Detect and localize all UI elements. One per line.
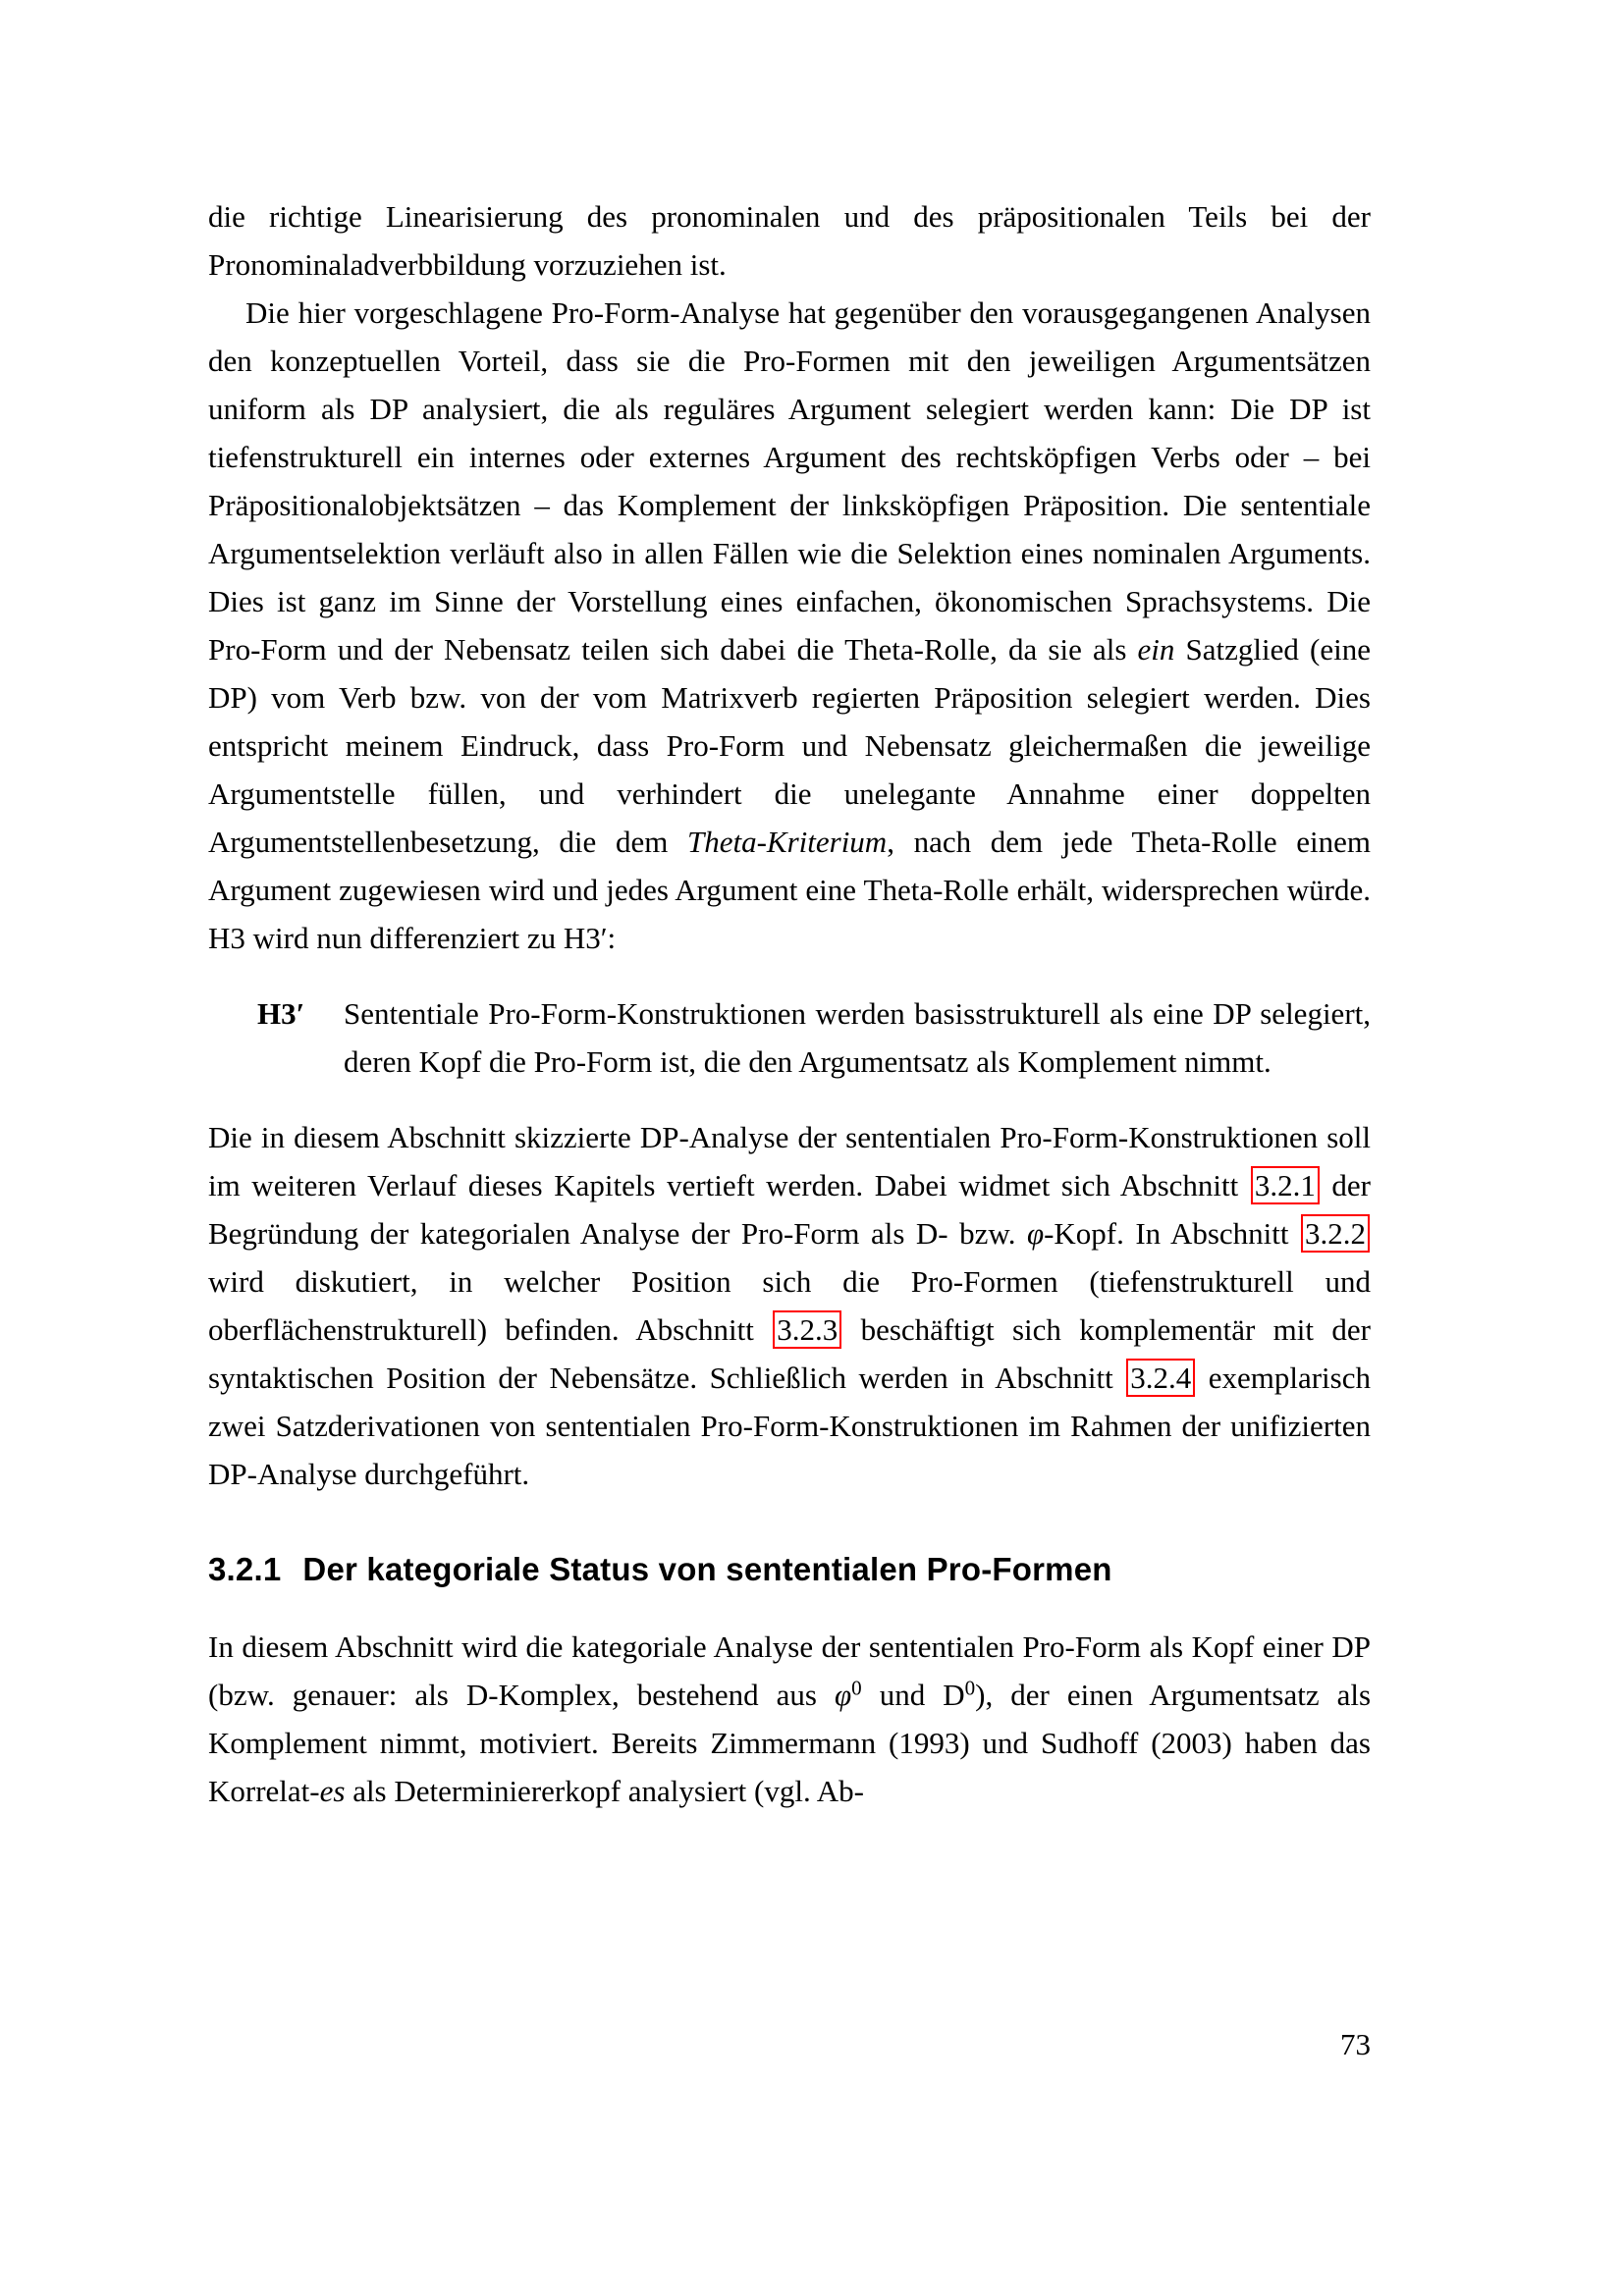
text-run: wird diskutiert, in welcher Position sich die Pro-Formen (tiefenstrukturell und oberflächenstrukturell) befinden. Abschnitt xyxy=(208,1264,1371,1347)
text-run: In diesem Abschnitt wird die kategoriale Analyse der sententialen Pro-Form als Kopf einer DP (bzw. genauer: als D-Komplex, bestehend aus xyxy=(208,1629,1371,1713)
section-ref-3-2-4[interactable]: 3.2.4 xyxy=(1126,1359,1195,1397)
text-run: und D xyxy=(861,1678,965,1713)
paragraph-section-intro xyxy=(208,1623,1371,1815)
text-run: Sententiale Pro-Form-Konstruktionen werden basisstrukturell als eine DP selegiert, deren Kopf die Pro-Form ist, die den Argumentsatz als Komplement nimmt. xyxy=(344,996,1371,1079)
text-run: , nach dem jede Theta-Rolle einem Argument zugewiesen wird und jedes Argument eine Theta-Rolle erhält, widersprechen würde. H3 wird nun differenziert zu H3′: xyxy=(208,825,1371,955)
page-number: 73 xyxy=(1340,2027,1371,2061)
hypothesis-label: H3′ xyxy=(257,996,305,1031)
text-run: der Begründung der kategorialen Analyse der Pro-Form als D- bzw. xyxy=(208,1168,1371,1251)
emphasis-text: φ xyxy=(835,1678,852,1713)
text-run: ), der einen Argumentsatz als Komplement nimmt, motiviert. Bereits Zimmermann (1993) und Sudhoff (2003) haben das Korrelat- xyxy=(208,1678,1372,1809)
section-number: 3.2.1 xyxy=(208,1551,282,1587)
paragraph-continuation xyxy=(208,192,1371,289)
emphasis-text: φ xyxy=(1026,1216,1045,1251)
text-run: exemplarisch zwei Satzderivationen von sententialen Pro-Form-Konstruktionen im Rahmen der unifizierten DP-Analyse durchgeführt. xyxy=(208,1361,1371,1491)
section-title: Der kategoriale Status von sententialen Pro-Formen xyxy=(302,1551,1112,1587)
text-run: die richtige Linearisierung des pronominalen und des präpositionalen Teils bei der Pronominaladverbbildung vorzuziehen ist. xyxy=(208,199,1371,282)
text-run: als Determiniererkopf analysiert (vgl. Ab- xyxy=(345,1774,864,1809)
text-run: Die in diesem Abschnitt skizzierte DP-Analyse der sententialen Pro-Form-Konstruktionen soll im weiteren Verlauf dieses Kapitels vertieft werden. Dabei widmet sich Abschnitt xyxy=(208,1120,1371,1202)
section-ref-3-2-2[interactable]: 3.2.2 xyxy=(1301,1214,1370,1253)
text-column xyxy=(208,192,1371,1815)
section-ref-3-2-3[interactable]: 3.2.3 xyxy=(773,1310,841,1349)
superscript-text: 0 xyxy=(964,1676,976,1700)
hypothesis-text xyxy=(344,989,1371,1086)
superscript-text: 0 xyxy=(851,1676,862,1700)
text-run: -Kopf. In Abschnitt xyxy=(1044,1216,1300,1251)
section-heading xyxy=(208,1549,1371,1589)
section-ref-3-2-1[interactable]: 3.2.1 xyxy=(1251,1166,1320,1204)
hypothesis-block-h3 xyxy=(208,989,1371,1086)
text-run: Die hier vorgeschlagene Pro-Form-Analyse hat gegenüber den vorausgegangenen Analysen den konzeptuellen Vorteil, dass sie die Pro-Formen mit den jeweiligen Argumentsätzen uniform als DP analysiert, die als reguläres Argument selegiert werden kann: Die DP ist tiefenstrukturell ein internes oder externes Argument des rechtsköpfigen Verbs oder – bei Präpositionalobjektsätzen – das Komplement der linksköpfigen Präposition. Die sententiale Argumentselektion verläuft also in allen Fällen wie die Selektion eines nominalen Arguments. Dies ist ganz im Sinne der Vorstellung eines einfachen, ökonomischen Sprachsystems. Die Pro-Form und der Nebensatz teilen sich dabei die Theta-Rolle, da sie als xyxy=(208,295,1371,667)
text-run: Satzglied (eine DP) vom Verb bzw. von der vom Matrixverb regierten Präposition selegiert werden. Dies entspricht meinem Eindruck, dass Pro-Form und Nebensatz gleichermaßen die jeweilige Argumentstelle füllen, und verhindert die unelegante Annahme einer doppelten Argumentstellenbesetzung, die dem xyxy=(208,632,1372,859)
text-run: beschäftigt sich komplementär mit der syntaktischen Position der Nebensätze. Schließlich werden in Abschnitt xyxy=(208,1312,1371,1395)
paragraph-overview xyxy=(208,1113,1371,1498)
paragraph-pro-form-analyse xyxy=(208,289,1371,962)
emphasis-text: Theta-Kriterium xyxy=(686,825,888,859)
emphasis-text: es xyxy=(319,1774,346,1809)
emphasis-text: ein xyxy=(1137,632,1175,667)
